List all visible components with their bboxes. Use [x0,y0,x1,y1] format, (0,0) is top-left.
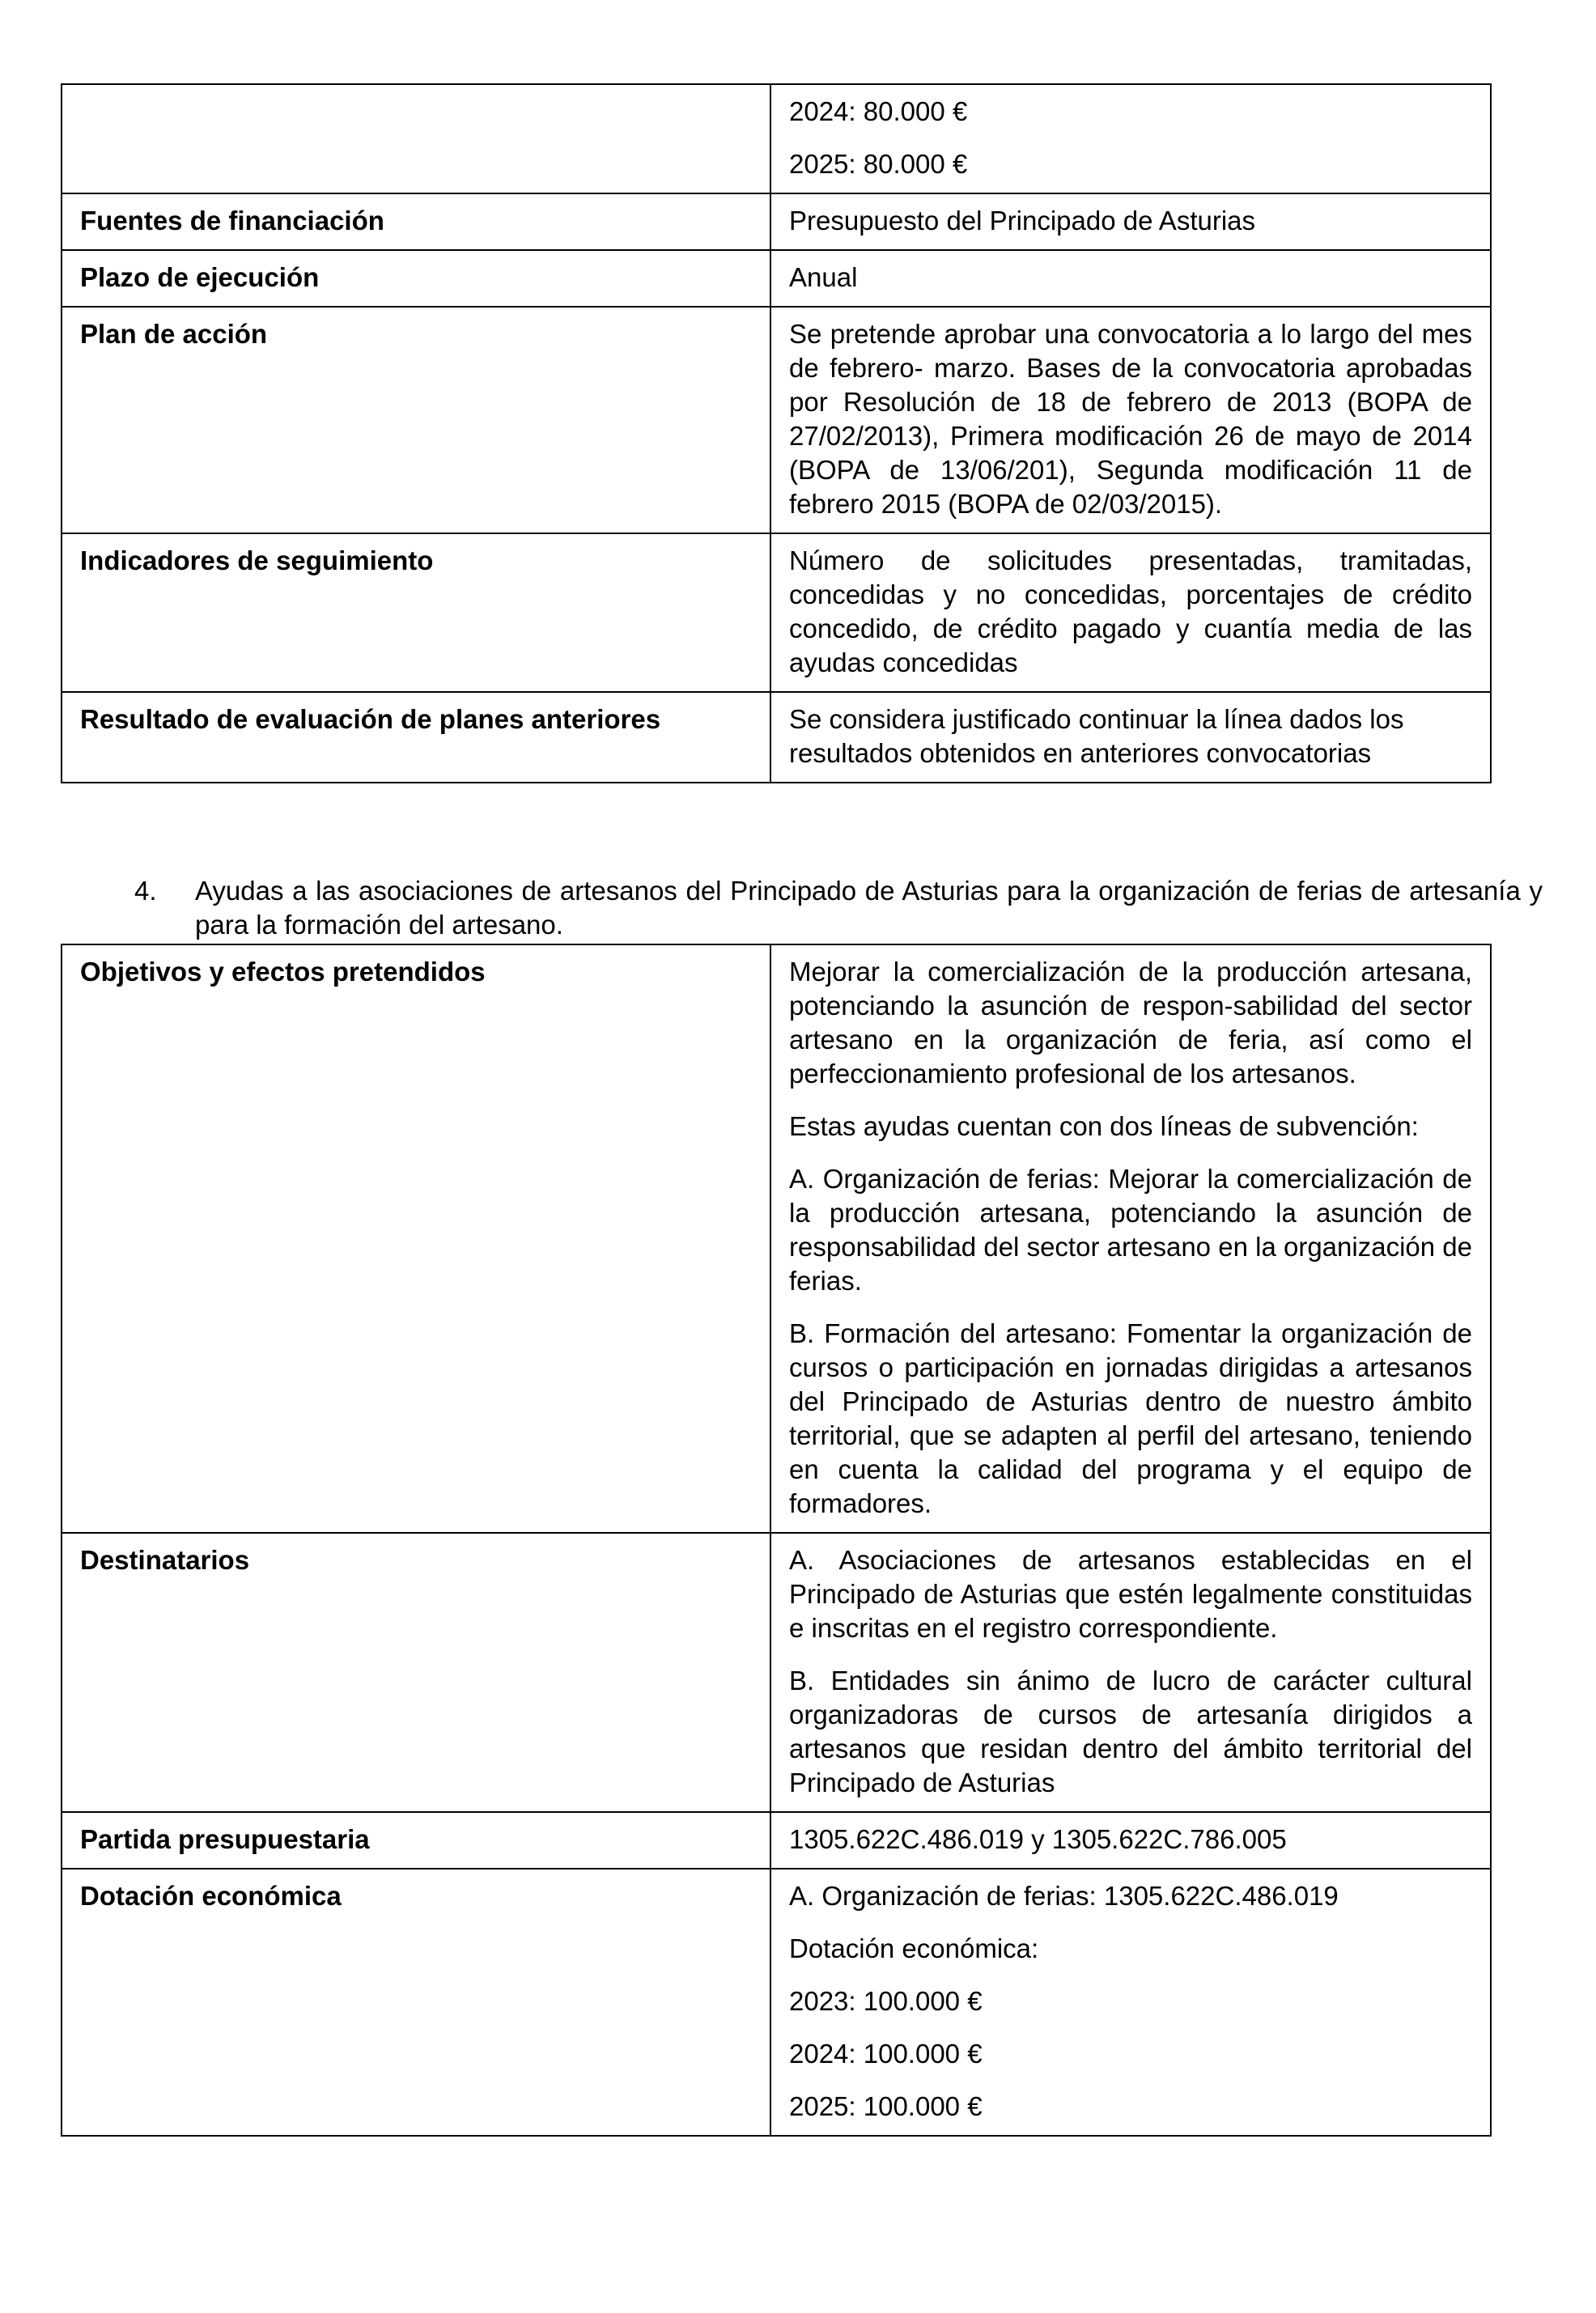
row-value [770,1812,1491,1869]
paragraph: Número de solicitudes presentadas, tramitadas, concedidas y no concedidas, porcentajes de crédito concedido, de crédito pagado y cuantía media de las ayudas concedidas [789,545,1472,677]
row-value [770,250,1491,307]
row-value [770,193,1491,250]
row-label: Plazo de ejecución [62,250,770,307]
row-label [62,84,770,193]
table-row [62,533,1491,692]
table-row [62,193,1491,250]
paragraph: A. Asociaciones de artesanos establecidas en el Principado de Asturias que estén legalmente constituidas e inscritas en el registro correspondiente. [789,1545,1472,1643]
row-value [770,307,1491,533]
row-label: Indicadores de seguimiento [62,533,770,692]
paragraph: Presupuesto del Principado de Asturias [789,206,1256,236]
table-row [62,692,1491,783]
row-value [770,533,1491,692]
row-label: Plan de acción [62,307,770,533]
paragraph: 2025: 100.000 € [789,2091,983,2121]
paragraph: 2025: 80.000 € [789,149,968,179]
row-label: Partida presupuestaria [62,1812,770,1869]
table-row [62,250,1491,307]
paragraph: 1305.622C.486.019 y 1305.622C.786.005 [789,1824,1287,1854]
section-heading [134,874,1543,942]
row-value [770,1869,1491,2136]
row-label: Fuentes de financiación [62,193,770,250]
paragraph: Mejorar la comercialización de la producción artesana, potenciando la asunción de respon-sabilidad del sector artesano en la organización de feria, así como el perfeccionamiento profesional de los artesanos. [789,957,1472,1089]
aid-details-table [61,944,1492,2137]
paragraph: Dotación económica: [789,1933,1039,1963]
row-value [770,84,1491,193]
table-row [62,1812,1491,1869]
row-value [770,1533,1491,1812]
row-value [770,944,1491,1533]
row-label: Resultado de evaluación de planes anteriores [62,692,770,783]
table-row [62,307,1491,533]
section-number: 4. [134,876,157,906]
paragraph: 2024: 80.000 € [789,96,968,126]
paragraph: 2023: 100.000 € [789,1986,983,2016]
paragraph: Se pretende aprobar una convocatoria a lo largo del mes de febrero- marzo. Bases de la convocatoria aprobadas por Resolución de 18 de febrero de 2013 (BOPA de 27/02/2013), Primera modificación 26 de mayo de 2014 (BOPA de 13/06/201), Segunda modificación 11 de febrero 2015 (BOPA de 02/03/2015). [789,319,1472,519]
row-label: Destinatarios [62,1533,770,1812]
row-label: Dotación económica [62,1869,770,2136]
table-row [62,944,1491,1533]
table-row [62,84,1491,193]
budget-table-continued [61,83,1492,783]
section-title: Ayudas a las asociaciones de artesanos del Principado de Asturias para la organización de ferias de artesanía y para la formación del artesano. [195,876,1543,940]
paragraph: 2024: 100.000 € [789,2039,983,2069]
table-row [62,1869,1491,2136]
paragraph: A. Organización de ferias: 1305.622C.486.019 [789,1881,1339,1911]
paragraph: B. Formación del artesano: Fomentar la organización de cursos o participación en jornadas dirigidas a artesanos del Principado de Asturias dentro de nuestro ámbito territorial, que se adapten al perfil del artesano, teniendo en cuenta la calidad del programa y el equipo de formadores. [789,1318,1472,1518]
row-label: Objetivos y efectos pretendidos [62,944,770,1533]
row-value [770,692,1491,783]
paragraph: Se considera justificado continuar la línea dados los resultados obtenidos en anteriores convocatorias [789,704,1404,768]
paragraph: A. Organización de ferias: Mejorar la comercialización de la producción artesana, potenciando la asunción de responsabilidad del sector artesano en la organización de ferias. [789,1164,1472,1296]
paragraph: B. Entidades sin ánimo de lucro de carácter cultural organizadoras de cursos de artesanía dirigidos a artesanos que residan dentro del ámbito territorial del Principado de Asturias [789,1666,1472,1797]
paragraph: Estas ayudas cuentan con dos líneas de subvención: [789,1111,1419,1141]
table-row [62,1533,1491,1812]
paragraph: Anual [789,262,858,292]
